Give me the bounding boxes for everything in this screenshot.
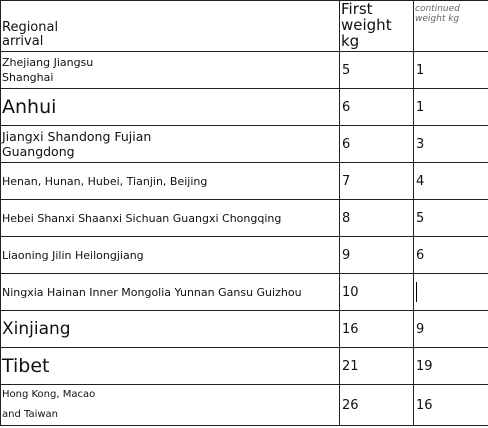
continued-weight-cell [414,237,488,274]
continued-weight-cell [414,200,488,237]
region-text: Tibet [2,354,50,377]
table-row [1,52,488,89]
region-text: Jiangxi Shandong Fujian Guangdong [2,129,152,159]
header-region [1,1,340,52]
first-weight-cell [340,126,414,163]
continued-weight-value: 16 [416,397,433,413]
first-weight-value: 5 [342,62,351,78]
first-weight-value: 21 [342,358,359,374]
first-weight-cell [340,89,414,126]
first-weight-cell [340,385,414,426]
region-text: Anhui [2,95,57,118]
region-text-line1: Hong Kong, Macao [2,389,96,400]
table-row [1,348,488,385]
region-cell [1,89,340,126]
continued-weight-value: 9 [416,321,425,337]
table-row [1,274,488,311]
continued-weight-value: 1 [416,62,425,78]
first-weight-cell [340,163,414,200]
region-text: Hebei Shanxi Shaanxi Sichuan Guangxi Chongqing [2,211,282,225]
first-weight-cell [340,52,414,89]
first-weight-cell [340,274,414,311]
table-row [1,311,488,348]
header-continued-weight [414,1,488,52]
region-cell [1,126,340,163]
continued-weight-cell[interactable] [414,274,488,311]
region-cell [1,385,340,426]
first-weight-cell [340,348,414,385]
region-text: Henan, Hunan, Hubei, Tianjin, Beijing [2,174,208,188]
continued-weight-cell [414,52,488,89]
region-cell [1,274,340,311]
continued-weight-cell [414,163,488,200]
region-cell [1,311,340,348]
header-region-text: Regional arrival [2,20,59,49]
first-weight-value: 10 [342,284,359,300]
header-first-weight-text: First weight kg [341,0,392,50]
first-weight-value: 6 [342,99,351,115]
header-continued-weight-text: continued weight kg [415,4,460,24]
first-weight-value: 26 [342,397,359,413]
table-header-row [1,1,488,52]
region-cell [1,348,340,385]
continued-weight-value: 5 [416,210,425,226]
text-caret [416,282,417,302]
table-row [1,385,488,426]
continued-weight-cell [414,89,488,126]
region-text-line2: and Taiwan [2,409,58,420]
first-weight-value: 9 [342,247,351,263]
continued-weight-cell [414,348,488,385]
region-cell [1,52,340,89]
header-first-weight [340,1,414,52]
table-row [1,200,488,237]
table-row [1,126,488,163]
first-weight-value: 8 [342,210,351,226]
table-row [1,89,488,126]
region-text: Zhejiang Jiangsu Shanghai [2,56,94,84]
continued-weight-value: 4 [416,173,425,189]
region-cell [1,200,340,237]
continued-weight-value: 1 [416,99,425,115]
table-row [1,237,488,274]
region-cell [1,237,340,274]
first-weight-cell [340,200,414,237]
first-weight-cell [340,237,414,274]
continued-weight-value: 19 [416,358,433,374]
first-weight-value: 7 [342,173,351,189]
first-weight-value: 16 [342,321,359,337]
region-text: Ningxia Hainan Inner Mongolia Yunnan Gansu Guizhou [2,285,302,299]
continued-weight-cell [414,126,488,163]
continued-weight-value: 6 [416,247,425,263]
table-row [1,163,488,200]
region-text: Xinjiang [2,318,71,339]
continued-weight-value: 3 [416,136,425,152]
continued-weight-cell [414,385,488,426]
first-weight-value: 6 [342,136,351,152]
region-text: Liaoning Jilin Heilongjiang [2,248,144,262]
continued-weight-cell [414,311,488,348]
first-weight-cell [340,311,414,348]
region-cell [1,163,340,200]
